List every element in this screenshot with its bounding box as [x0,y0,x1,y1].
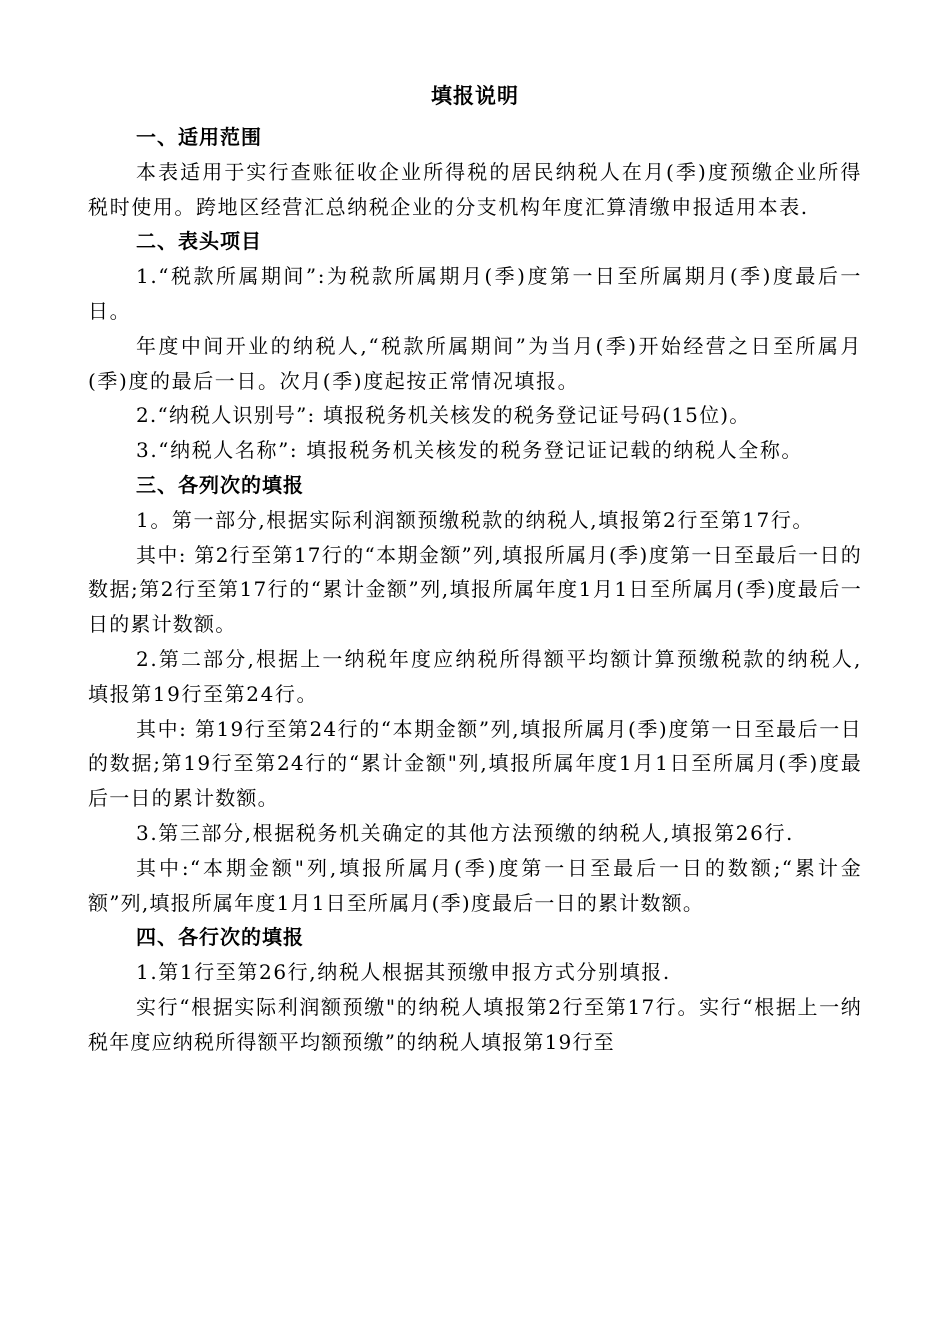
page-title: 填报说明 [431,84,519,108]
paragraph: 1.第1行至第26行,纳税人根据其预缴申报方式分别填报. [136,960,671,985]
paragraph: 3.第三部分,根据税务机关确定的其他方法预缴的纳税人,填报第26行. [136,820,795,845]
paragraph: 其中: 第2行至第17行的“本期金额”列,填报所属月(季)度第一日至最后一日的数据;第2行至第17行的“累计金额”列,填报所属年度1月1日至所属月(季)度最后一日的累计数额。 [88,542,862,637]
section-heading: 三、各列次的填报 [136,472,304,497]
paragraph: 本表适用于实行查账征收企业所得税的居民纳税人在月(季)度预缴企业所得税时使用。跨地区经营汇总纳税企业的分支机构年度汇算清缴申报适用本表. [88,159,862,219]
section-heading: 二、表头项目 [136,229,262,254]
section-heading: 四、各行次的填报 [136,925,304,950]
paragraph: 3.“纳税人名称”: 填报税务机关核发的税务登记证记载的纳税人全称。 [136,438,804,463]
paragraph: 其中: 第19行至第24行的“本期金额”列,填报所属月(季)度第一日至最后一日的数据;第19行至第24行的“累计金额"列,填报所属年度1月1日至所属月(季)度最后一日的累计数额。 [88,716,862,811]
paragraph: 年度中间开业的纳税人,“税款所属期间”为当月(季)开始经营之日至所属月(季)度的最后一日。次月(季)度起按正常情况填报。 [88,333,862,393]
paragraph: 其中:“本期金额"列,填报所属月(季)度第一日至最后一日的数额;“累计金额”列,填报所属年度1月1日至所属月(季)度最后一日的累计数额。 [88,855,862,915]
document-body [88,120,862,1060]
paragraph: 1.“税款所属期间”:为税款所属期月(季)度第一日至所属期月(季)度最后一日。 [88,264,862,323]
section-scope [88,120,862,224]
paragraph: 2.第二部分,根据上一纳税年度应纳税所得额平均额计算预缴税款的纳税人,填报第19行至第24行。 [88,646,862,706]
section-header-items [88,224,862,468]
paragraph: 1。第一部分,根据实际利润额预缴税款的纳税人,填报第2行至第17行。 [136,507,815,532]
section-columns [88,468,862,920]
section-rows [88,920,862,1059]
section-heading: 一、适用范围 [136,125,262,149]
paragraph: 2.“纳税人识别号”: 填报税务机关核发的税务登记证号码(15位)。 [136,403,751,428]
paragraph: 实行“根据实际利润额预缴"的纳税人填报第2行至第17行。实行“根据上一纳税年度应纳税所得额平均额预缴”的纳税人填报第19行至 [88,994,862,1054]
